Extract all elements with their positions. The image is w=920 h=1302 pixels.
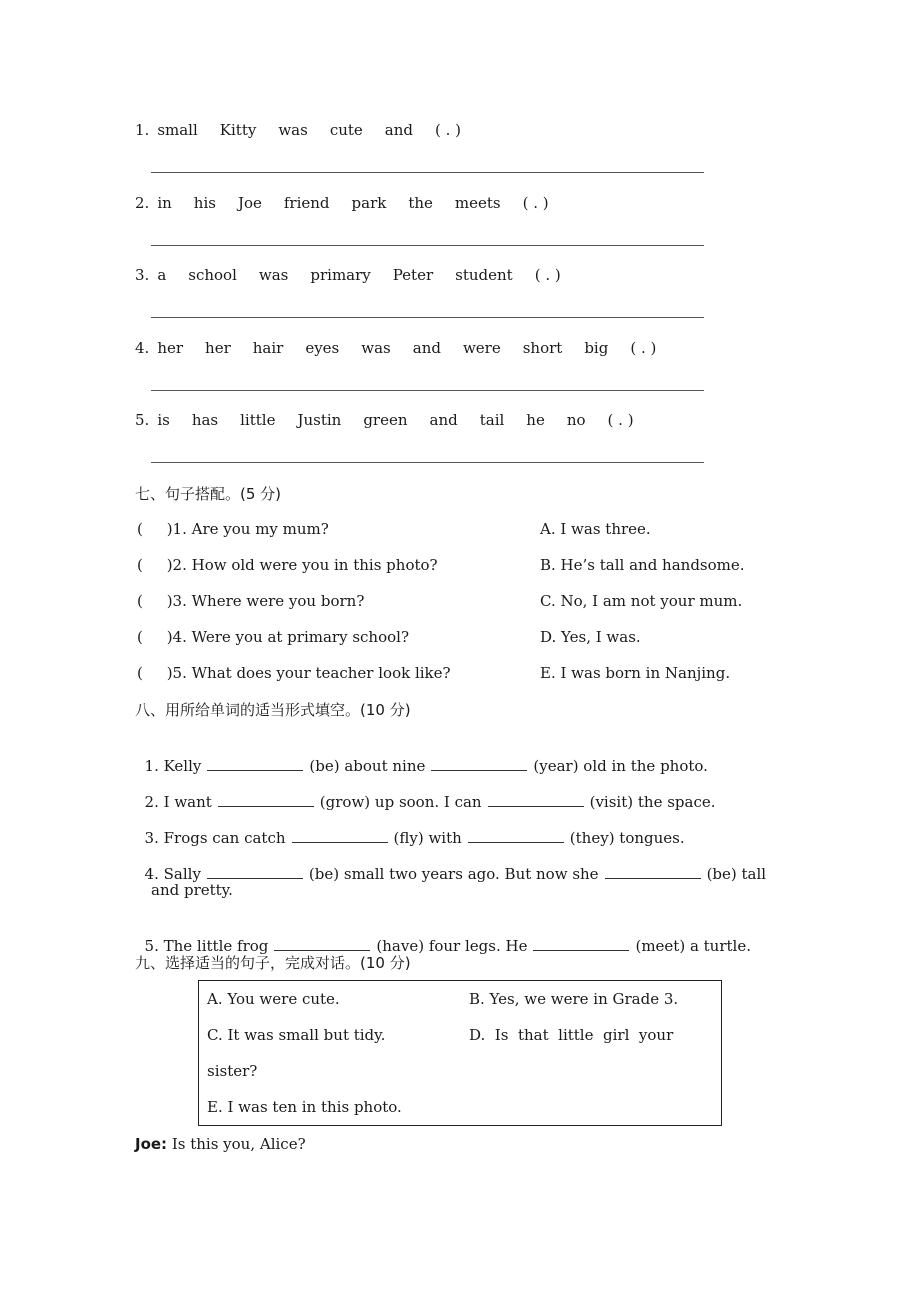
- word: and: [429, 411, 458, 429]
- word: tail: [479, 411, 505, 429]
- match-question: ( )4. Were you at primary school?: [137, 628, 409, 646]
- scrambled-sentence: [135, 193, 571, 213]
- answer-blank[interactable]: [274, 936, 370, 951]
- answer-blank[interactable]: [468, 828, 564, 843]
- q-text: (be) tall: [706, 865, 767, 883]
- option-d: D. Is that little girl your: [469, 1026, 674, 1044]
- word: eyes: [305, 339, 340, 357]
- option-c: C. It was small but tidy.: [207, 1026, 386, 1044]
- question-number: 2.: [135, 194, 150, 212]
- answer-blank[interactable]: [488, 792, 584, 807]
- answer-blank[interactable]: [218, 792, 314, 807]
- q-text: (year) old in the photo.: [533, 757, 708, 775]
- word: meets: [454, 194, 501, 212]
- match-question: ( )5. What does your teacher look like?: [137, 664, 451, 682]
- scrambled-sentence: [135, 265, 583, 285]
- word: ( . ): [534, 266, 561, 284]
- word: and: [412, 339, 441, 357]
- q-text: 1. Kelly: [144, 757, 202, 775]
- fill-question-3: [135, 808, 685, 848]
- word: small: [157, 121, 198, 139]
- scrambled-sentence: [135, 338, 678, 358]
- match-answer: D. Yes, I was.: [540, 628, 641, 646]
- fill-question-4: [135, 844, 766, 884]
- option-d-cont: sister?: [207, 1062, 258, 1080]
- word: Justin: [297, 411, 342, 429]
- word: school: [188, 266, 237, 284]
- section9-title: 九、选择适当的句子，完成对话。(10 分): [135, 954, 411, 972]
- answer-line[interactable]: [151, 172, 704, 173]
- word: in: [157, 194, 172, 212]
- q-text: (fly) with: [393, 829, 462, 847]
- match-question: ( )3. Where were you born?: [137, 592, 365, 610]
- answer-blank[interactable]: [533, 936, 629, 951]
- q-text: (be) small two years ago. But now she: [308, 865, 599, 883]
- word: a: [157, 266, 167, 284]
- option-e: E. I was ten in this photo.: [207, 1098, 402, 1116]
- word: were: [462, 339, 501, 357]
- word: big: [584, 339, 609, 357]
- word: is: [157, 411, 170, 429]
- fill-question-4-cont: and pretty.: [151, 881, 233, 899]
- q-text: (meet) a turtle.: [635, 937, 751, 955]
- word: her: [205, 339, 231, 357]
- q-text: 4. Sally: [144, 865, 201, 883]
- word: his: [193, 194, 216, 212]
- word: her: [157, 339, 184, 357]
- answer-blank[interactable]: [207, 864, 303, 879]
- word: student: [455, 266, 513, 284]
- word: was: [361, 339, 391, 357]
- question-number: 3.: [135, 266, 150, 284]
- q-text: 2. I want: [144, 793, 212, 811]
- word: Joe: [237, 194, 262, 212]
- word: ( . ): [630, 339, 657, 357]
- speech: Is this you, Alice?: [167, 1135, 306, 1153]
- word: hair: [252, 339, 284, 357]
- word: and: [384, 121, 413, 139]
- word: Kitty: [219, 121, 257, 139]
- q-text: 5. The little frog: [144, 937, 269, 955]
- word: ( . ): [435, 121, 462, 139]
- answer-line[interactable]: [151, 317, 704, 318]
- word: he: [526, 411, 545, 429]
- word: primary: [310, 266, 371, 284]
- word: was: [258, 266, 289, 284]
- match-question: ( )2. How old were you in this photo?: [137, 556, 438, 574]
- question-number: 4.: [135, 339, 150, 357]
- option-a: A. You were cute.: [207, 990, 340, 1008]
- word: friend: [283, 194, 330, 212]
- fill-question-5: [135, 916, 751, 956]
- fill-question-2: [135, 772, 716, 812]
- answer-blank[interactable]: [292, 828, 388, 843]
- word: the: [408, 194, 433, 212]
- section7-title: 七、句子搭配。(5 分): [135, 485, 282, 503]
- match-question: ( )1. Are you my mum?: [137, 520, 329, 538]
- q-text: (be) about nine: [309, 757, 426, 775]
- fill-question-1: [135, 736, 708, 776]
- match-answer: A. I was three.: [540, 520, 651, 538]
- option-b: B. Yes, we were in Grade 3.: [469, 990, 679, 1008]
- section8-title: 八、用所给单词的适当形式填空。(10 分): [135, 701, 411, 719]
- word: little: [240, 411, 276, 429]
- match-answer: B. He’s tall and handsome.: [540, 556, 745, 574]
- word: no: [566, 411, 586, 429]
- answer-line[interactable]: [151, 245, 704, 246]
- scrambled-sentence: [135, 120, 483, 140]
- answer-line[interactable]: [151, 462, 704, 463]
- match-answer: C. No, I am not your mum.: [540, 592, 743, 610]
- dialogue-line: [135, 1134, 306, 1154]
- word: Peter: [392, 266, 434, 284]
- word: was: [278, 121, 308, 139]
- question-number: 1.: [135, 121, 150, 139]
- word: green: [363, 411, 408, 429]
- q-text: 3. Frogs can catch: [144, 829, 286, 847]
- question-number: 5.: [135, 411, 150, 429]
- answer-blank[interactable]: [431, 756, 527, 771]
- match-answer: E. I was born in Nanjing.: [540, 664, 731, 682]
- word: has: [191, 411, 219, 429]
- word: ( . ): [522, 194, 549, 212]
- answer-blank[interactable]: [207, 756, 303, 771]
- speaker: Joe:: [135, 1135, 168, 1153]
- q-text: (they) tongues.: [569, 829, 685, 847]
- scrambled-sentence: [135, 410, 656, 430]
- answer-blank[interactable]: [605, 864, 701, 879]
- q-text: (have) four legs. He: [376, 937, 528, 955]
- answer-line[interactable]: [151, 390, 704, 391]
- word: short: [522, 339, 563, 357]
- word: park: [351, 194, 387, 212]
- q-text: (visit) the space.: [589, 793, 716, 811]
- q-text: (grow) up soon. I can: [319, 793, 482, 811]
- word: cute: [329, 121, 363, 139]
- word: ( . ): [607, 411, 634, 429]
